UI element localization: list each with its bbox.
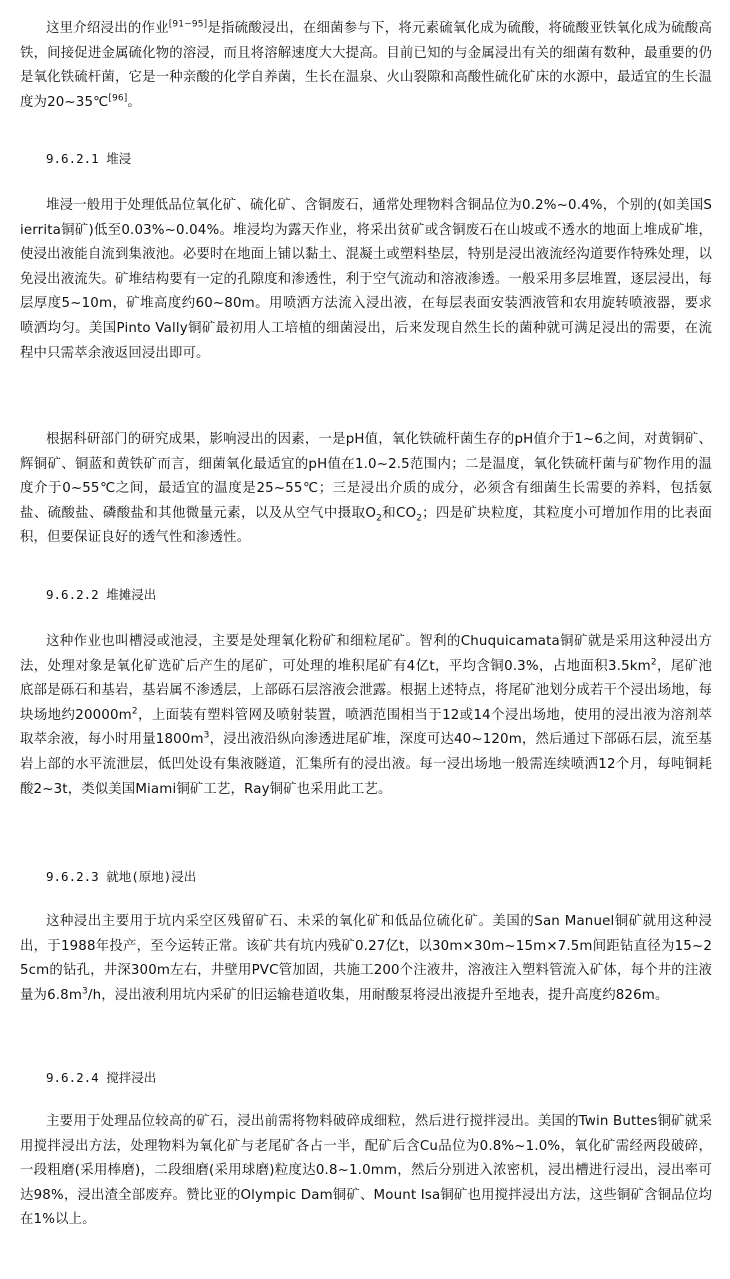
section-heading: 9.6.2.4 搅拌浸出 [46, 1070, 157, 1085]
section-heading: 9.6.2.3 就地(原地)浸出 [46, 869, 197, 884]
paragraph-insitu-leaching [20, 910, 712, 1008]
paragraph-agitation-leaching [20, 1110, 712, 1233]
text-segment: 。 [127, 94, 141, 110]
text-segment: ，浸出液沿纵向渗透进尾矿堆，深度可达40~120m，然后通过下部砾石层，流至基岩上部的水平流泄层，低凹处设有集液隧道，汇集所有的浸出液。每一浸出场地一般需连续喷洒12个月，每吨铜耗酸2~3t，类似美国Miami铜矿工艺，Ray铜矿也采用此工艺。 [20, 732, 712, 797]
superscript: 2 [131, 706, 138, 717]
citation-ref: [96] [108, 93, 128, 104]
paragraph-heap-leaching [20, 194, 712, 366]
text-segment: 主要用于处理品位较高的矿石，浸出前需将物料破碎成细粒，然后进行搅拌浸出。美国的Twin Buttes铜矿就采用搅拌浸出方法，处理物料为氧化矿与老尾矿各占一半，配矿后含Cu品位为0.8%~1.0%，氧化矿需经两段破碎，一段粗磨(采用棒磨)，二段细磨(采用球磨)粒度达0.8~1.0mm，然后分别进入浓密机，浸出槽进行浸出，浸出率可达98%，浸出渣全部废弃。赞比亚的Olympic Dam铜矿、Mount Isa铜矿也用搅拌浸出方法，这些铜矿含铜品位均在1%以上。 [20, 1114, 712, 1228]
text-segment: 堆浸一般用于处理低品位氧化矿、硫化矿、含铜废石，通常处理物料含铜品位为0.2%~0.4%，个别的(如美国Sierrita铜矿)低至0.03%~0.04%。堆浸均为露天作业，将采出贫矿或含铜废石在山坡或不透水的地面上堆成矿堆，使浸出液能自流到集液池。必要时在地面上铺以黏土、混凝土或塑料垫层，特别是浸出液流经沟道要作特殊处理，以免浸出液流失。矿堆结构要有一定的孔隙度和渗透性，利于空气流动和溶液渗透。一般采用多层堆置，逐层浸出，每层厚度5~10m，矿堆高度约60~80m。用喷洒方法流入浸出液，在每层表面安装洒液管和农用旋转喷液器，要求喷洒均匀。美国Pinto Vally铜矿最初用人工培植的细菌浸出，后来发现自然生长的菌种就可满足浸出的需要，在流程中只需萃余液返回浸出即可。 [20, 198, 712, 361]
text-segment: ，上面装有塑料管网及喷射装置，喷洒范围相当于12或14个浸出场地，使用的浸出液为溶剂萃取萃余液，每小时用量1800m [20, 707, 712, 748]
text-segment: 这种作业也叫槽浸或池浸，主要是处理氧化粉矿和细粒尾矿。智利的Chuquicamata铜矿就是采用这种浸出方法，处理对象是氧化矿选矿后产生的尾矿，可处理的堆积尾矿有4亿t，平均含铜0.3%，占地面积3.5km [20, 634, 712, 674]
paragraph-intro [20, 17, 712, 115]
superscript: 2 [650, 657, 657, 668]
subscript: 2 [376, 513, 382, 524]
section-heading: 9.6.2.1 堆浸 [46, 151, 132, 166]
paragraph-spread-leaching [20, 630, 712, 802]
superscript: 3 [203, 730, 210, 741]
subscript: 2 [416, 513, 423, 524]
text-segment: 根据科研部门的研究成果，影响浸出的因素，一是pH值，氧化铁硫杆菌生存的pH值介于1~6之间，对黄铜矿、辉铜矿、铜蓝和黄铁矿而言，细菌氧化最适宜的pH值在1.0~2.5范围内；二是温度，氧化铁硫杆菌与矿物作用的温度介于0~55℃之间，最适宜的温度是25~55℃；三是浸出介质的成分，必须含有细菌生长需要的养料，包括氨盐、硫酸盐、磷酸盐和其他微量元素，以及从空气中摄取O [20, 432, 712, 521]
section-heading: 9.6.2.2 堆摊浸出 [46, 587, 157, 602]
text-segment: 和CO [381, 505, 417, 521]
text-segment: 这种浸出主要用于坑内采空区残留矿石、未采的氧化矿和低品位硫化矿。美国的San Manuel铜矿就用这种浸出，于1988年投产，至今运转正常。该矿共有坑内残矿0.27亿t，以30m×30m~15m×7.5m间距钻直径为15~25cm的钻孔，井深300m左右，井壁用PVC管加固，共施工200个注液井，溶液注入塑料管流入矿体，每个井的注液量为6.8m [20, 914, 712, 1003]
text-segment: 是指硫酸浸出，在细菌参与下，将元素硫氧化成为硫酸，将硫酸亚铁氧化成为硫酸高铁，间接促进金属硫化物的溶浸，而且将溶解速度大大提高。目前已知的与金属浸出有关的细菌有数种，最重要的仍是氧化铁硫杆菌，它是一种亲酸的化学自养菌，生长在温泉、火山裂隙和高酸性硫化矿床的水源中，最适宜的生长温度为20~35℃ [20, 21, 712, 110]
text-segment: ；四是矿块粒度，其粒度小可增加作用的比表面积，但要保证良好的透气性和渗透性。 [20, 505, 712, 546]
citation-ref: [91~95] [168, 19, 208, 30]
superscript: 3 [82, 986, 88, 997]
text-segment: 这里介绍浸出的作业 [46, 21, 169, 36]
text-segment: /h，浸出液利用坑内采矿的旧运输巷道收集，用耐酸泵将浸出液提升至地表，提升高度约826m。 [87, 987, 669, 1003]
paragraph-leaching-factors [20, 428, 712, 551]
text-segment: ，尾矿池底部是砾石和基岩，基岩属不渗透层，上部砾石层溶液会泄露。根据上述特点，将尾矿池划分成若干个浸出场地，每块场地约20000m [20, 658, 712, 723]
